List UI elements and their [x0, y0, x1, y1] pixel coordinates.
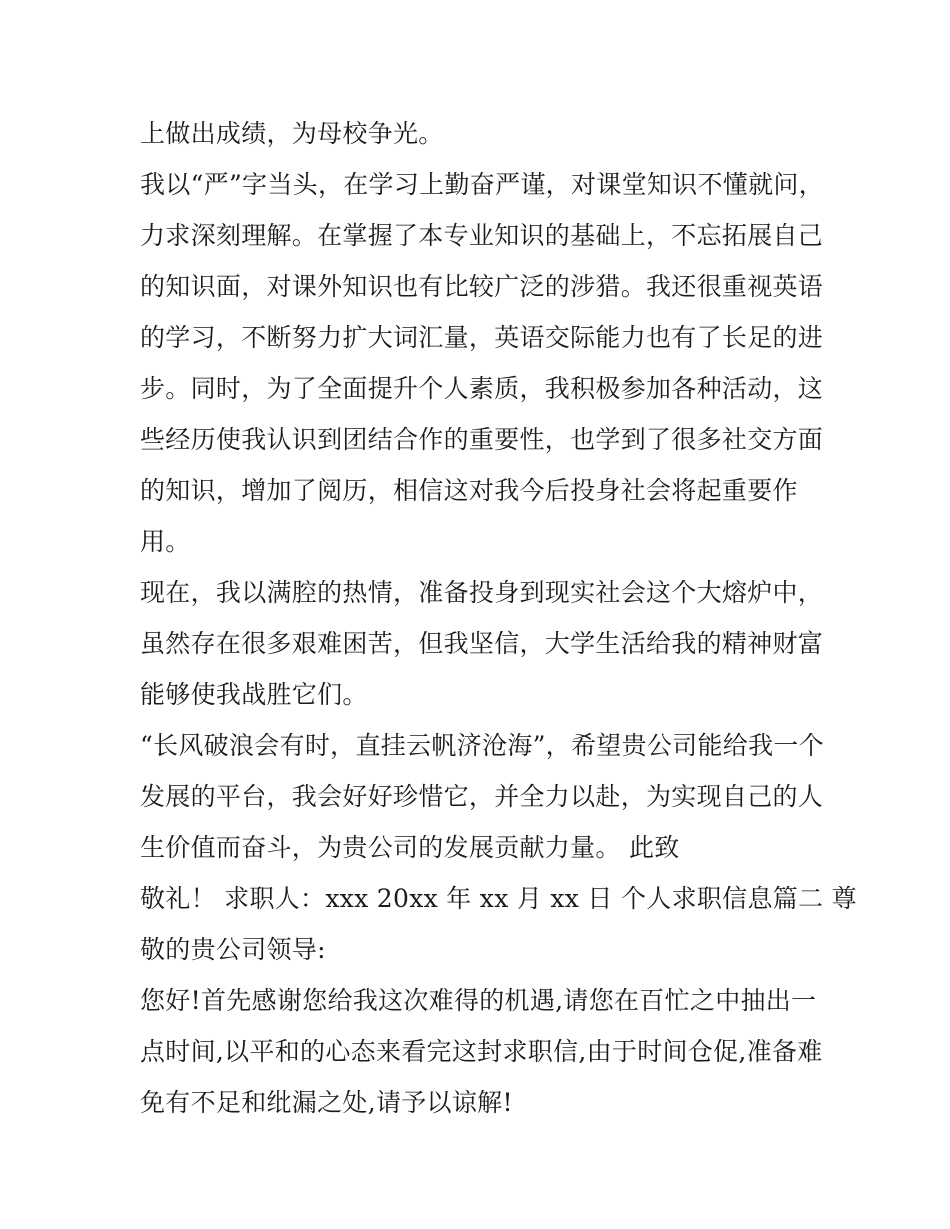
text-line: 的知识，增加了阅历，相信这对我今后投身社会将起重要作 [140, 476, 798, 505]
text-line: 敬礼！ 求职人：xxx 20xx 年 xx 月 xx 日 个人求职信息篇二 尊 [140, 884, 857, 913]
text-line: 我以“严”字当头，在学习上勤奋严谨，对课堂知识不懂就问， [140, 170, 824, 199]
text-line: 力求深刻理解。在掌握了本专业知识的基础上，不忘拓展自己 [140, 221, 824, 250]
text-line: 能够使我战胜它们。 [140, 680, 368, 709]
text-line: 步。同时，为了全面提升个人素质，我积极参加各种活动，这 [140, 374, 824, 403]
document-body [140, 108, 857, 1128]
text-line: 您好!首先感谢您给我这次难得的机遇,请您在百忙之中抽出一 [140, 986, 817, 1015]
text-line: 敬的贵公司领导: [140, 935, 326, 964]
text-line: 用。 [140, 527, 191, 556]
text-line: 些经历使我认识到团结合作的重要性，也学到了很多社交方面 [140, 425, 824, 454]
text-line: 免有不足和纰漏之处,请予以谅解! [140, 1088, 513, 1117]
text-line: 现在，我以满腔的热情，准备投身到现实社会这个大熔炉中， [140, 578, 824, 607]
text-line: 发展的平台，我会好好珍惜它，并全力以赴，为实现自己的人 [140, 782, 824, 811]
text-line: 上做出成绩，为母校争光。 [140, 119, 444, 148]
text-line: 点时间,以平和的心态来看完这封求职信,由于时间仓促,准备难 [140, 1037, 823, 1066]
text-line: 的知识面，对课外知识也有比较广泛的涉猎。我还很重视英语 [140, 272, 824, 301]
text-line: 的学习，不断努力扩大词汇量，英语交际能力也有了长足的进 [140, 323, 824, 352]
text-line: 生价值而奋斗，为贵公司的发展贡献力量。 此致 [140, 833, 680, 862]
text-line: 虽然存在很多艰难困苦，但我坚信，大学生活给我的精神财富 [140, 629, 824, 658]
text-line: “长风破浪会有时，直挂云帆济沧海”，希望贵公司能给我一个 [140, 731, 824, 760]
